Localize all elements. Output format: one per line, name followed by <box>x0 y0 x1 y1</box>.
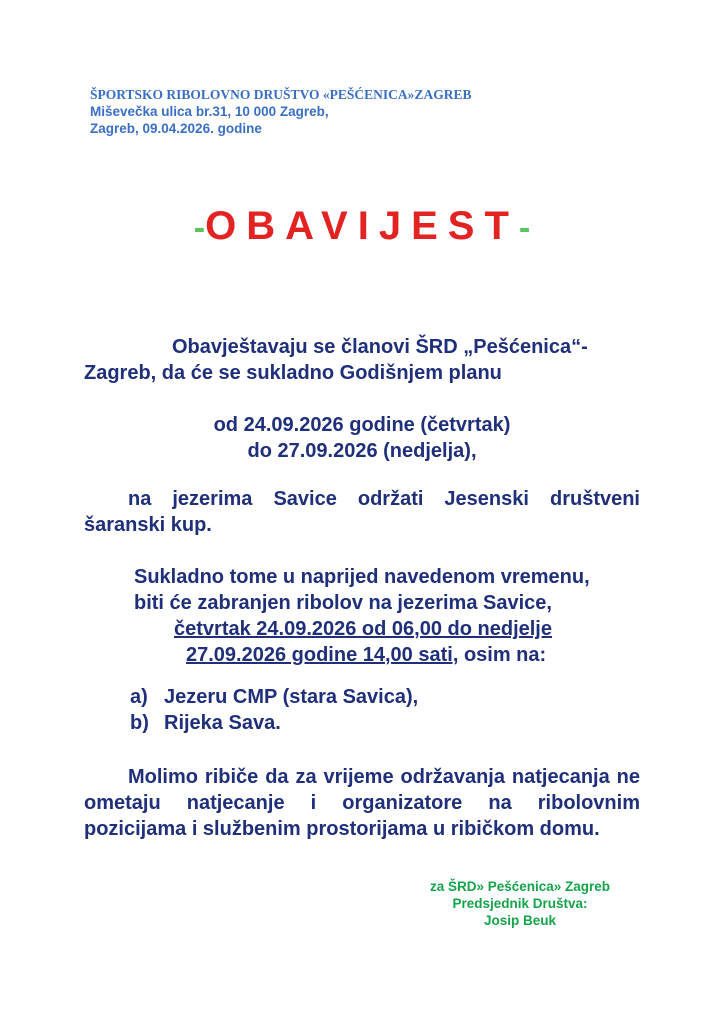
paragraph-ban <box>84 564 640 668</box>
signature-name: Josip Beuk <box>483 913 557 928</box>
list-item-text: Rijeka Sava. <box>164 712 281 734</box>
date-to: do 27.09.2026 (nedjelja), <box>247 440 477 462</box>
signature-org: za ŠRD» Pešćenica» Zagreb <box>429 879 611 894</box>
date-range <box>84 412 640 464</box>
ban-line-1: Sukladno tome u naprijed navedenom vremenu, <box>134 566 590 588</box>
signature-block <box>420 878 620 929</box>
paragraph-intro: Obavještavaju se članovi ŠRD „Pešćenica“- Zagreb, da će se sukladno Godišnjem planu <box>84 336 588 384</box>
document-date: Zagreb, 09.04.2026. godine <box>90 121 262 136</box>
organization-address: Miševečka ulica br.31, 10 000 Zagreb, <box>90 104 329 119</box>
list-item <box>130 710 418 736</box>
ban-line-3: četvrtak 24.09.2026 od 06,00 do nedjelje <box>174 618 552 640</box>
document-title <box>0 204 724 249</box>
organization-name: ŠPORTSKO RIBOLOVNO DRUŠTVO «PEŠĆENICA»ZAGREB <box>90 87 472 102</box>
ban-line-2: biti će zabranjen ribolov na jezerima Savice, <box>134 592 552 614</box>
title-text: OBAVIJEST <box>205 204 519 248</box>
list-item-text: Jezeru CMP (stara Savica), <box>164 686 419 708</box>
paragraph-request: Molimo ribiče da za vrijeme održavanja natjecanja ne ometaju natjecanje i organizatore na ribolovnim pozicijama i službenim prostorijama u ribičkom domu. <box>84 766 640 840</box>
date-from: od 24.09.2026 godine (četvrtak) <box>213 414 511 436</box>
title-right-dash: - <box>518 209 531 247</box>
list-item <box>130 684 418 710</box>
list-marker: b) <box>130 712 149 734</box>
title-left-dash: - <box>193 209 206 247</box>
ban-line-4-rest: osim na: <box>458 644 547 666</box>
letterhead <box>90 86 471 137</box>
list-marker: a) <box>130 686 148 708</box>
ban-line-4-underlined: 27.09.2026 godine 14,00 sati, <box>186 644 459 666</box>
paragraph-event: na jezerima Savice održati Jesenski društveni šaranski kup. <box>84 488 640 536</box>
signature-role: Predsjednik Društva: <box>452 896 588 911</box>
ban-line-4 <box>84 642 640 668</box>
exception-list <box>130 684 418 736</box>
